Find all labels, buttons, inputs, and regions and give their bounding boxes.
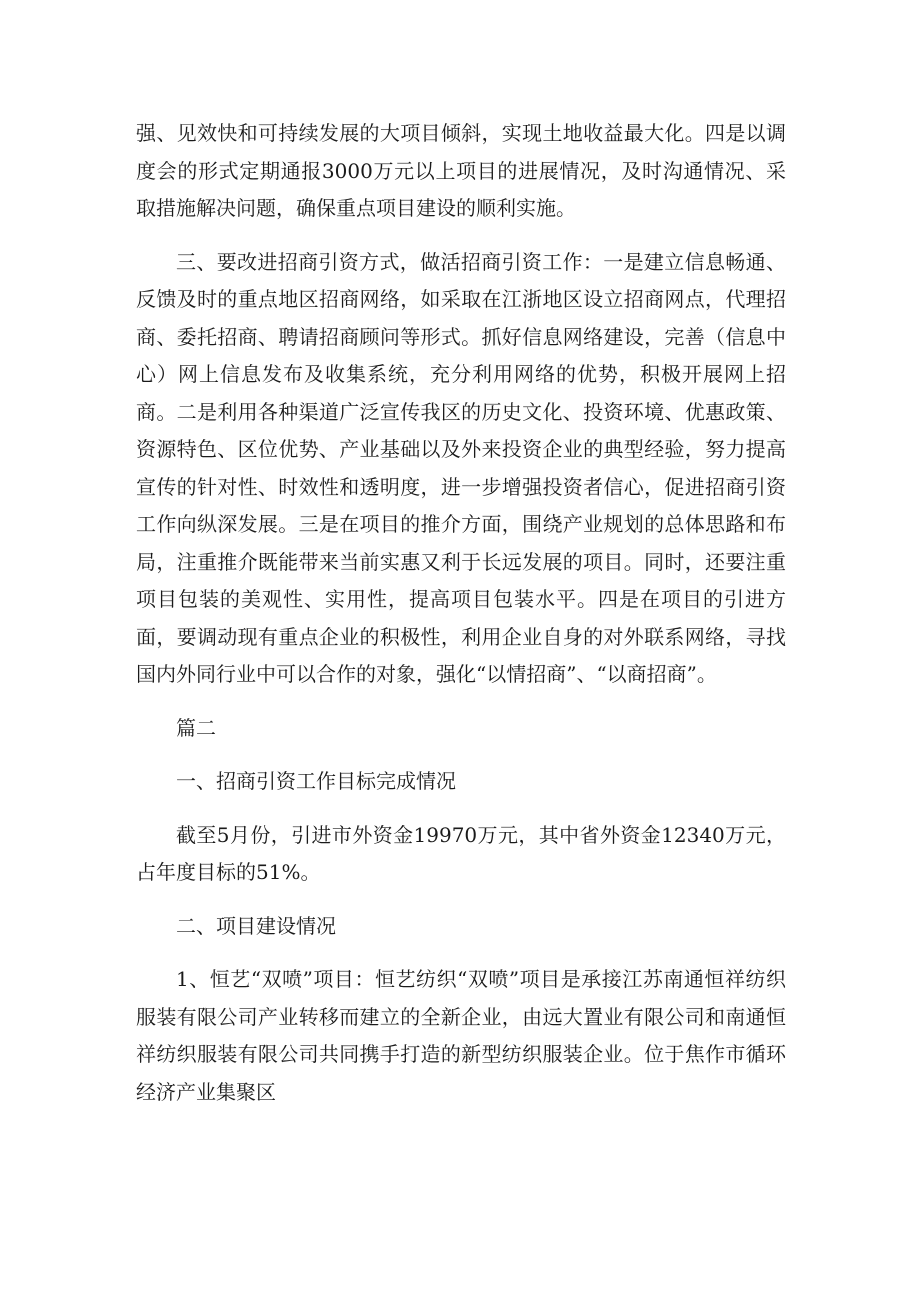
paragraph-1: 强、见效快和可持续发展的大项目倾斜，实现土地收益最大化。四是以调度会的形式定期通报3000万元以上项目的进展情况，及时沟通情况、采取措施解决问题，确保重点项目建设的顺利实施。 bbox=[136, 121, 786, 220]
paragraph-targets: 截至5月份，引进市外资金19970万元，其中省外资金12340万元，占年度目标的51%。 bbox=[136, 822, 786, 884]
paragraph-project-1: 1、恒艺“双喷”项目：恒艺纺织“双喷”项目是承接江苏南通恒祥纺织服装有限公司产业转移而建立的全新企业，由远大置业有限公司和南通恒祥纺织服装有限公司共同携手打造的新型纺织服装企业。位于焦作市循环经济产业集聚区 bbox=[136, 967, 786, 1104]
section-heading-part-two: 篇二 bbox=[176, 715, 216, 740]
section-heading-2: 二、项目建设情况 bbox=[176, 913, 336, 938]
paragraph-2: 三、要改进招商引资方式，做活招商引资工作：一是建立信息畅通、反馈及时的重点地区招商网络，如采取在江浙地区设立招商网点，代理招商、委托招商、聘请招商顾问等形式。抓好信息网络建设，完善（信息中心）网上信息发布及收集系统，充分利用网络的优势，积极开展网上招商。二是利用各种渠道广泛宣传我区的历史文化、投资环境、优惠政策、资源特色、区位优势、产业基础以及外来投资企业的典型经验，努力提高宣传的针对性、时效性和透明度，进一步增强投资者信心，促进招商引资工作向纵深发展。三是在项目的推介方面，围绕产业规划的总体思路和布局，注重推介既能带来当前实惠又利于长远发展的项目。同时，还要注重项目包装的美观性、实用性，提高项目包装水平。四是在项目的引进方面，要调动现有重点企业的积极性，利用企业自身的对外联系网络，寻找国内外同行业中可以合作的对象，强化“以情招商”、“以商招商”。 bbox=[136, 249, 786, 686]
section-heading-1: 一、招商引资工作目标完成情况 bbox=[176, 769, 456, 793]
document-body bbox=[136, 115, 786, 1127]
